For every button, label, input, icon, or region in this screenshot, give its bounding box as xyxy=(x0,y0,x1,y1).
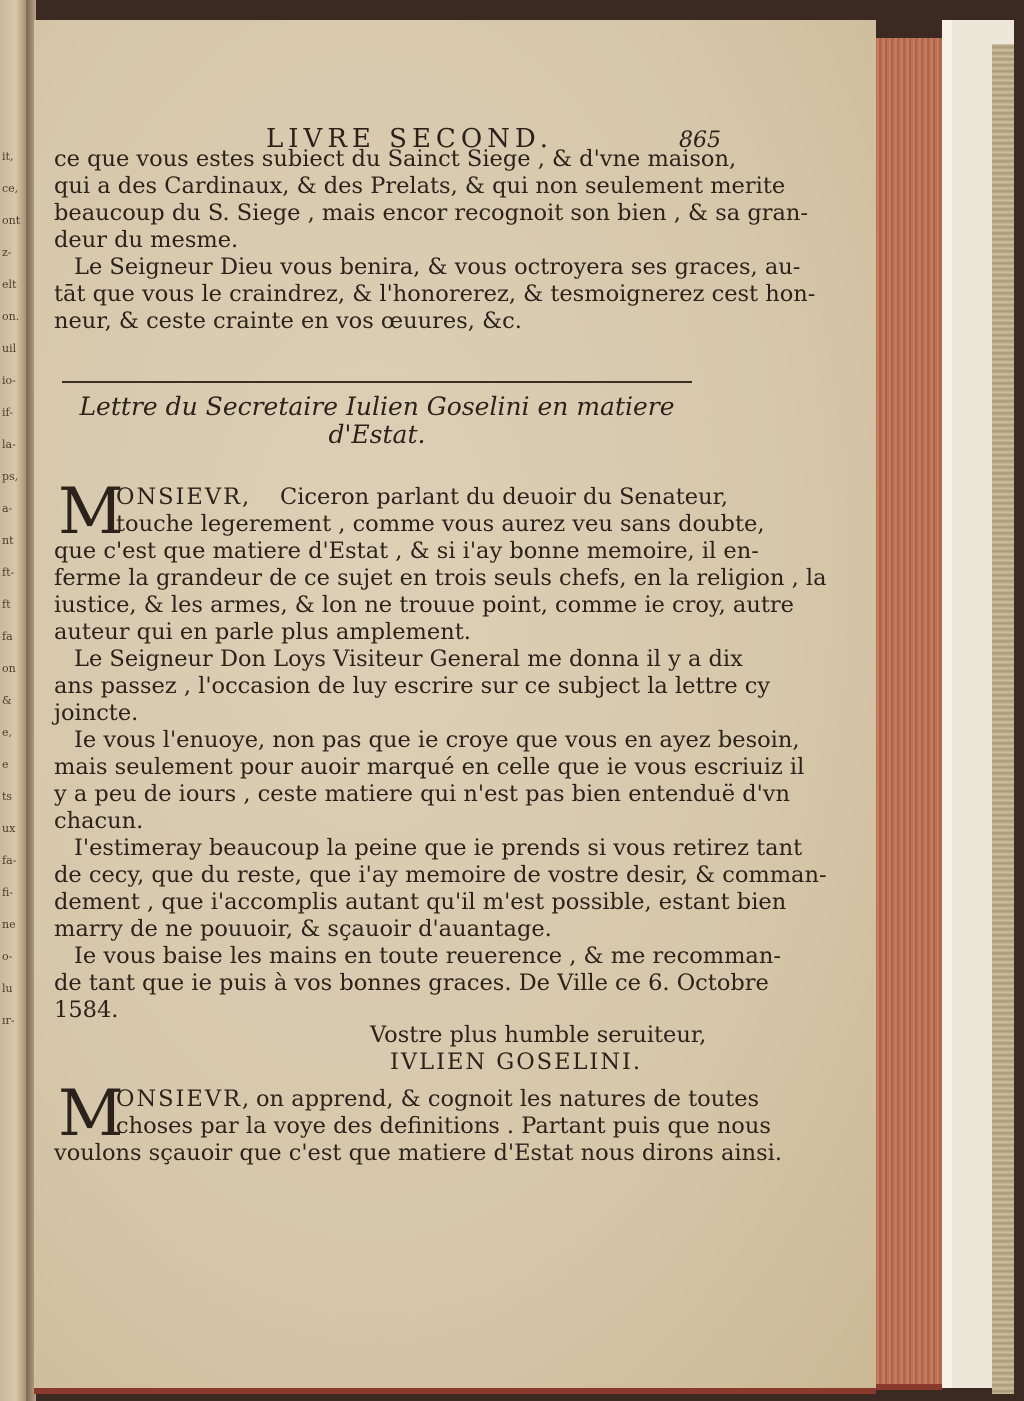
text-line: que c'est que matiere d'Estat , & si i'ay bonne memoire, il en- xyxy=(54,538,759,564)
margin-fragment: fa- xyxy=(2,854,17,867)
margin-fragment: if- xyxy=(2,406,13,419)
margin-fragment: uil xyxy=(2,342,17,355)
cover-texture xyxy=(992,44,1014,1394)
text-line: tāt que vous le craindrez, & l'honorerez, & tesmoignerez cest hon- xyxy=(54,281,816,307)
text-line: 1584. xyxy=(54,997,119,1023)
margin-fragment: & xyxy=(2,694,12,707)
text-line: Ciceron parlant du deuoir du Senateur, xyxy=(280,484,729,510)
salutation: ONSIEVR, xyxy=(116,484,252,510)
closing: Vostre plus humble seruiteur, xyxy=(370,1022,707,1048)
margin-fragment: z- xyxy=(2,246,12,259)
text-line: de cecy, que du reste, que i'ay memoire de vostre desir, & comman- xyxy=(54,862,827,888)
margin-fragment: on. xyxy=(2,310,20,323)
margin-fragment: ft- xyxy=(2,566,15,579)
text-line: de tant que ie puis à vos bonnes graces. De Ville ce 6. Octobre xyxy=(54,970,769,996)
text-line: marry de ne pouuoir, & sçauoir d'auantage. xyxy=(54,916,552,942)
margin-fragment: e xyxy=(2,758,9,771)
page-number: 865 xyxy=(679,128,721,153)
letter-title-line2: d'Estat. xyxy=(328,420,426,449)
text-line: I'estimeray beaucoup la peine que ie prends si vous retirez tant xyxy=(74,835,803,861)
margin-fragment: o- xyxy=(2,950,13,963)
margin-fragment: io- xyxy=(2,374,16,387)
text-line: joincte. xyxy=(54,700,139,726)
margin-fragment: it, xyxy=(2,150,14,163)
drop-cap: M xyxy=(58,1077,124,1151)
text-line: ferme la grandeur de ce sujet en trois seuls chefs, en la religion , la xyxy=(54,565,827,591)
margin-fragment: a- xyxy=(2,502,13,515)
text-line: dement , que i'accomplis autant qu'il m'est possible, estant bien xyxy=(54,889,787,915)
book-page xyxy=(34,20,876,1394)
text-line: Ie vous l'enuoye, non pas que ie croye que vous en ayez besoin, xyxy=(74,727,800,753)
text-line: deur du mesme. xyxy=(54,227,239,253)
margin-fragment: ce, xyxy=(2,182,19,195)
signature: IVLIEN GOSELINI. xyxy=(390,1049,643,1075)
margin-fragment: ts xyxy=(2,790,13,803)
salutation: ONSIEVR, xyxy=(116,1086,252,1112)
text-line: mais seulement pour auoir marqué en celle que ie vous escriuiz il xyxy=(54,754,805,780)
margin-fragment: lu xyxy=(2,982,13,995)
running-title: LIVRE SECOND. xyxy=(266,124,554,154)
text-line: Ie vous baise les mains en toute reuerence , & me recomman- xyxy=(74,943,781,969)
margin-fragment: ır- xyxy=(2,1014,15,1027)
text-line: iustice, & les armes, & lon ne trouue point, comme ie croy, autre xyxy=(54,592,794,618)
text-line: choses par la voye des definitions . Partant puis que nous xyxy=(116,1113,771,1139)
margin-fragment: la- xyxy=(2,438,16,451)
margin-fragment: ne xyxy=(2,918,16,931)
text-line: neur, & ceste crainte en vos œuures, &c. xyxy=(54,308,522,334)
adjacent-page-strip xyxy=(0,0,26,1401)
text-line: auteur qui en parle plus amplement. xyxy=(54,619,471,645)
text-line: ce que vous estes subiect du Sainct Siege , & d'vne maison, xyxy=(54,146,737,172)
margin-fragment: ft xyxy=(2,598,11,611)
text-line: on apprend, & cognoit les natures de toutes xyxy=(256,1086,760,1112)
text-line: chacun. xyxy=(54,808,144,834)
text-line: Le Seigneur Dieu vous benira, & vous octroyera ses graces, au- xyxy=(74,254,801,280)
book-cover-board xyxy=(942,20,1014,1388)
page-edges xyxy=(876,38,942,1390)
margin-fragment: ux xyxy=(2,822,16,835)
text-line: Le Seigneur Don Loys Visiteur General me donna il y a dix xyxy=(74,646,743,672)
margin-fragment: on xyxy=(2,662,16,675)
text-line: ans passez , l'occasion de luy escrire sur ce subject la lettre cy xyxy=(54,673,771,699)
margin-fragment: elt xyxy=(2,278,17,291)
text-line: y a peu de iours , ceste matiere qui n'est pas bien entenduë d'vn xyxy=(54,781,791,807)
margin-fragment: nt xyxy=(2,534,14,547)
letter-title-line1: Lettre du Secretaire Iulien Goselini en matiere xyxy=(79,392,675,421)
margin-fragment: e, xyxy=(2,726,13,739)
text-line: touche legerement , comme vous aurez veu sans doubte, xyxy=(116,511,765,537)
text-line: beaucoup du S. Siege , mais encor recognoit son bien , & sa gran- xyxy=(54,200,808,226)
section-divider xyxy=(62,381,692,383)
margin-fragment: ps, xyxy=(2,470,19,483)
text-line: voulons sçauoir que c'est que matiere d'Estat nous dirons ainsi. xyxy=(54,1140,782,1166)
text-line: qui a des Cardinaux, & des Prelats, & qui non seulement merite xyxy=(54,173,786,199)
margin-fragment: fi- xyxy=(2,886,14,899)
margin-fragment: fa xyxy=(2,630,13,643)
margin-fragment: ont xyxy=(2,214,21,227)
drop-cap: M xyxy=(58,475,124,549)
